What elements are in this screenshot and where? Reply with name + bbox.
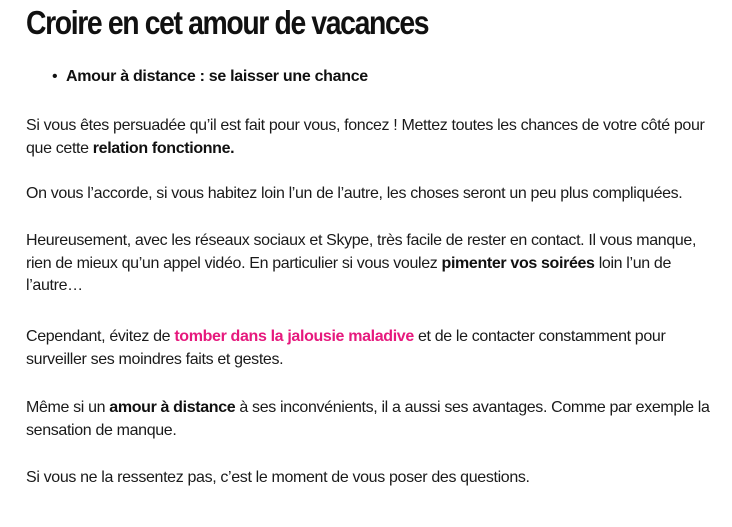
paragraph-4 xyxy=(26,326,716,371)
bullet-item xyxy=(52,66,368,88)
bullet-item-label: Amour à distance : se laisser une chance xyxy=(66,68,368,85)
paragraph-3 xyxy=(26,230,716,298)
paragraph-2 xyxy=(26,183,716,206)
paragraph-text: Cependant, évitez de xyxy=(26,328,175,345)
bullet-dot-icon: • xyxy=(52,68,58,85)
paragraph-text: On vous l’accorde, si vous habitez loin l’un de l’autre, les choses seront un peu plus compliquées. xyxy=(26,185,683,202)
paragraph-text: loin l’un de l’autre… xyxy=(26,254,672,294)
paragraph-6 xyxy=(26,467,716,490)
bold-text: amour à distance xyxy=(109,399,236,416)
bold-text: pimenter vos soirées xyxy=(441,254,595,272)
paragraph-5 xyxy=(26,397,716,442)
bullet-list xyxy=(52,66,368,88)
paragraph-text: Heureusement, avec les réseaux sociaux et Skype, très facile de rester en contact. Il vous manque, rien de mieux qu’un appel vidéo. En particulier si vous voulez xyxy=(26,232,697,272)
bold-text: relation fonctionne. xyxy=(92,139,235,157)
paragraph-text: Si vous êtes persuadée qu’il est fait pour vous, foncez ! Mettez toutes les chances de votre côté pour que cette xyxy=(26,117,705,157)
section-heading: Croire en cet amour de vacances xyxy=(26,4,429,41)
paragraph-1 xyxy=(26,115,716,160)
paragraph-text: à ses inconvénients, il a aussi ses avantages. Comme par exemple la sensation de manque. xyxy=(26,399,710,439)
paragraph-text: Si vous ne la ressentez pas, c’est le moment de vous poser des questions. xyxy=(26,469,530,486)
paragraph-text: Même si un xyxy=(26,399,110,416)
paragraph-text: et de le contacter constamment pour surveiller ses moindres faits et gestes. xyxy=(26,328,666,368)
jealousy-article-link[interactable]: tomber dans la jalousie maladive xyxy=(174,328,414,345)
